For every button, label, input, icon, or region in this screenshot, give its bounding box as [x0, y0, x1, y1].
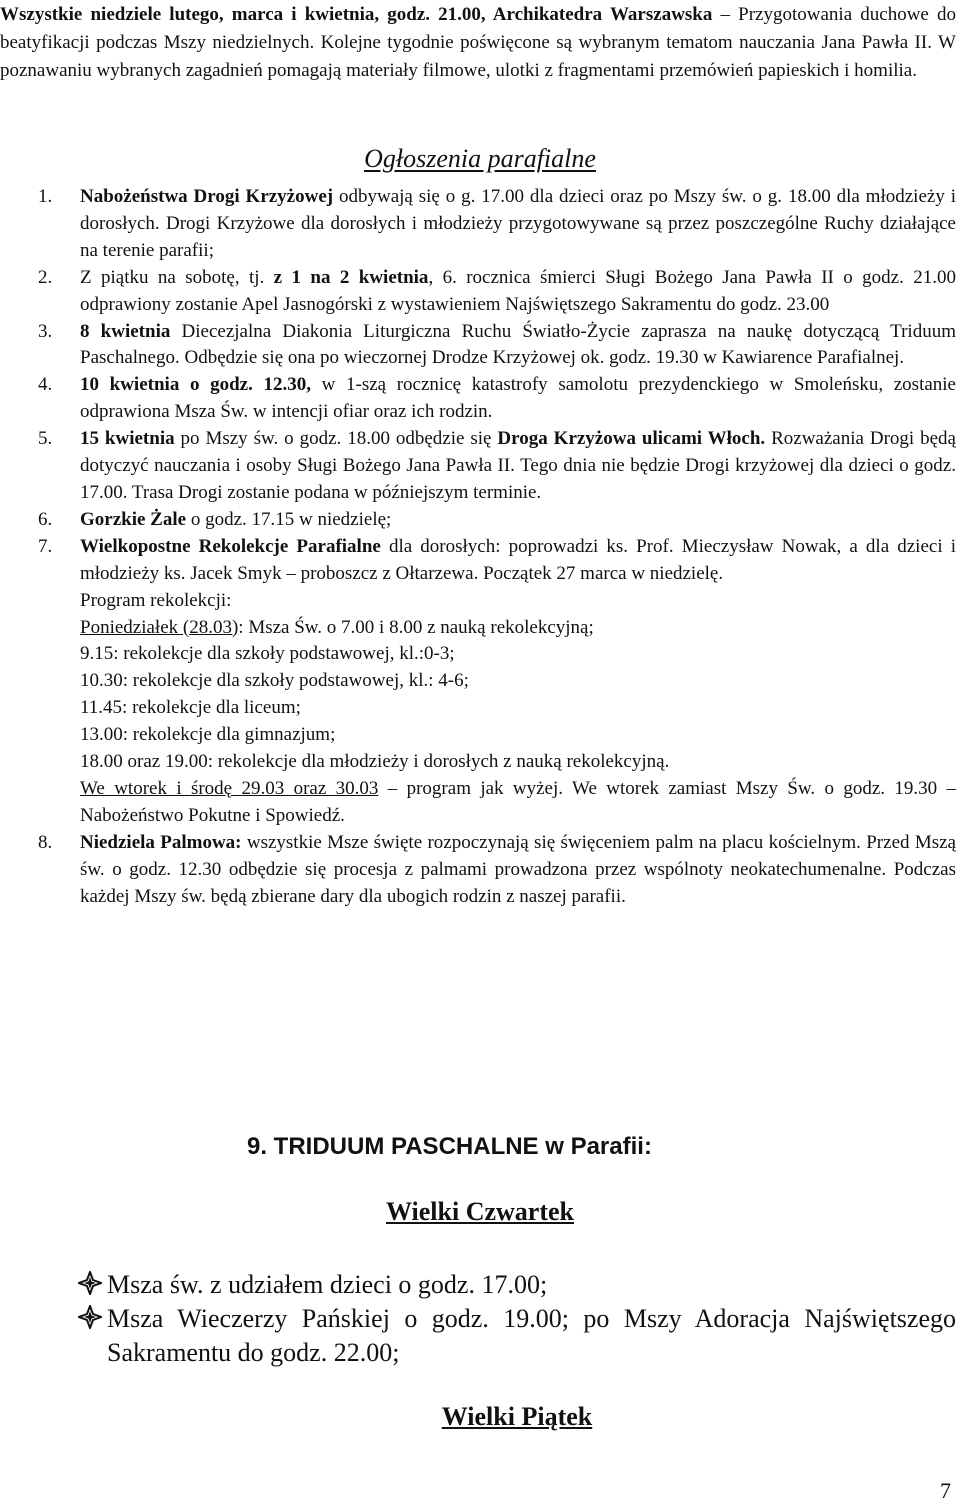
list-item-5	[0, 426, 956, 507]
list-item-8	[0, 830, 956, 911]
bullet-text: Msza Wieczerzy Pańskiej o godz. 19.00; po Mszy Adoracja Najświętszego Sakramentu do godz. 22.00;	[107, 1304, 956, 1367]
intro-text: – Przygotowania duchowe do beatyfikacji podczas Mszy niedzielnych. Kolejne tygodnie poświęcone są wybranym tematom nauczania Jana Pawła II. W poznawaniu wybranych zagadnień pomagają materiały filmowe, ulotki z fragmentami przemówień papieskich i homilia.	[0, 4, 956, 81]
item-number: 1.	[38, 186, 53, 207]
program-line: 9.15: rekolekcje dla szkoły podstawowej, kl.:0-3;	[80, 643, 455, 665]
page-number: 7	[940, 1478, 951, 1503]
item-text: odbywają się o g. 17.00 dla dzieci oraz po Mszy św. o g. 18.00 dla młodzieży i dorosłych. Drogi Krzyżowe dla dorosłych i młodzieży przygotowywane są przez poszczególne Ruchy działające na terenie parafii;	[80, 186, 956, 261]
item-text: dla dorosłych: poprowadzi ks. Prof. Mieczysław Nowak, a dla dzieci i młodzieży ks. Jacek Smyk – proboszcz z Ołtarzewa. Początek 27 marca w niedzielę.	[80, 535, 956, 584]
item-bold: z 1 na 2 kwietnia	[273, 266, 429, 288]
item-text: o godz. 17.15 w niedzielę;	[186, 508, 392, 530]
item-bold: Wielkopostne Rekolekcje Parafialne	[80, 535, 381, 557]
bullet-item	[0, 1268, 956, 1302]
item-bold: 10 kwietnia o godz. 12.30,	[80, 374, 311, 396]
program-line: 10.30: rekolekcje dla szkoły podstawowej, kl.: 4-6;	[80, 670, 469, 692]
program-tuesday-text: – program jak wyżej. We wtorek zamiast Mszy Św. o godz. 19.30 – Nabożeństwo Pokutne i Spowiedź.	[80, 777, 956, 826]
day-heading-thursday: Wielki Czwartek	[386, 1197, 574, 1226]
item-bold: 15 kwietnia	[80, 428, 175, 450]
item-number: 2.	[38, 266, 53, 288]
item-text: w 1-szą rocznicę katastrofy samolotu prezydenckiego w Smoleńsku, zostanie odprawiona Msza Św. w intencji ofiar oraz ich rodzin.	[80, 374, 956, 423]
item-mid: po Mszy św. o godz. 18.00 odbędzie się	[174, 428, 498, 450]
list-item-6	[0, 507, 956, 534]
item-number: 3.	[38, 320, 53, 342]
item-bold: Gorzkie Żale	[80, 508, 187, 530]
item-text: wszystkie Msze święte rozpoczynają się święceniem palm na placu kościelnym. Przed Mszą św. o godz. 12.30 odbędzie się procesja z palmami prowadzona przez wspólnoty neokatechumenalne. Podczas każdej Mszy św. będą zbierane dary dla ubogich rodzin z naszej parafii.	[80, 831, 956, 907]
bullet-text: Msza św. z udziałem dzieci o godz. 17.00;	[107, 1270, 548, 1299]
item-bold: Niedziela Palmowa:	[80, 831, 242, 853]
program-monday-label: Poniedziałek (28.03)	[80, 616, 239, 638]
list-item-2	[0, 265, 956, 319]
diamond-bullet-icon	[78, 1271, 102, 1295]
item-number: 7.	[38, 535, 53, 557]
list-item-1	[0, 184, 956, 265]
program-tuesday-label: We wtorek i środę 29.03 oraz 30.03	[80, 777, 379, 799]
item-pre: Z piątku na sobotę, tj.	[80, 266, 274, 288]
item-number: 5.	[38, 428, 53, 450]
triduum-heading: 9. TRIDUUM PASCHALNE w Parafii:	[247, 1133, 652, 1160]
item-number: 4.	[38, 374, 53, 396]
section-title: Ogłoszenia parafialne	[364, 144, 596, 173]
list-item-4	[0, 372, 956, 426]
program-monday-text: : Msza Św. o 7.00 i 8.00 z nauką rekolekcyjną;	[238, 616, 594, 638]
item-bold: 8 kwietnia	[80, 320, 171, 342]
list-item-7	[0, 534, 956, 830]
program-line: 13.00: rekolekcje dla gimnazjum;	[80, 724, 336, 746]
program-line: 18.00 oraz 19.00: rekolekcje dla młodzieży i dorosłych z nauką rekolekcyjną.	[80, 751, 670, 773]
announcement-list	[0, 184, 956, 910]
item-text: Diecezjalna Diakonia Liturgiczna Ruchu Światło-Życie zaprasza na naukę dotyczącą Triduum Paschalnego. Odbędzie się ona po wieczornej Drodze Krzyżowej ok. godz. 19.30 w Kawiarence Parafialnej.	[80, 320, 956, 369]
item-number: 6.	[38, 508, 53, 530]
item-bold-2: Droga Krzyżowa ulicami Włoch.	[497, 428, 766, 450]
bullet-list	[0, 1268, 956, 1370]
item-number: 8.	[38, 831, 53, 853]
diamond-bullet-icon	[78, 1305, 102, 1329]
bullet-item	[0, 1302, 956, 1370]
program-title: Program rekolekcji:	[80, 589, 232, 611]
program-line: 11.45: rekolekcje dla liceum;	[80, 697, 301, 719]
list-item-3	[0, 319, 956, 373]
item-bold: Nabożeństwa Drogi Krzyżowej	[80, 186, 334, 207]
item-text: Rozważania Drogi będą dotyczyć nauczania i osoby Sługi Bożego Jana Pawła II. Tego dnia nie będzie Drogi krzyżowej dla dzieci o godz. 17.00. Trasa Drogi zostanie podana w późniejszym terminie.	[80, 428, 956, 503]
intro-paragraph	[0, 1, 956, 85]
intro-bold-text: Wszystkie niedziele lutego, marca i kwietnia, godz. 21.00, Archikatedra Warszawska	[0, 4, 713, 25]
day-heading-friday: Wielki Piątek	[441, 1402, 593, 1431]
program-monday	[80, 615, 956, 642]
item-text: , 6. rocznica śmierci Sługi Bożego Jana Pawła II o godz. 21.00 odprawiony zostanie Apel Jasnogórski z wystawieniem Najświętszego Sakramentu do godz. 23.00	[80, 266, 956, 315]
program-tuesday	[80, 776, 956, 830]
